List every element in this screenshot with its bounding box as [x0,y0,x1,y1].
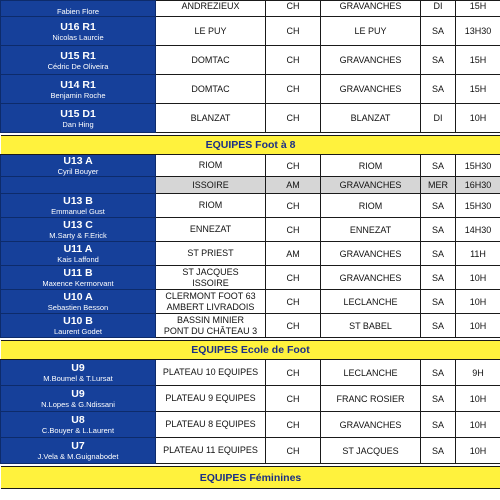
competition-type: CH [266,360,321,386]
opponent-name: DOMTAC [191,54,230,65]
competition-type: CH [266,194,321,218]
match-row [1,155,500,177]
kickoff-time: 10H [456,412,500,438]
kickoff-time: 10H [456,438,500,464]
team-name: U16 R1 [60,20,96,33]
section-title: EQUIPES Foot à 8 [1,136,500,155]
match-day: SA [421,314,456,338]
opponent-name: BLANZAT [190,112,231,123]
kickoff-time: 9H [456,360,500,386]
match-row [1,438,500,464]
opponent-name-second: ISSOIRE [192,277,229,288]
match-row [1,360,500,386]
kickoff-time: 10H [456,266,500,290]
match-row [1,218,500,242]
competition-type: CH [266,1,321,17]
opponent-cell [156,386,266,412]
team-cell [1,314,156,338]
team-name: U13 B [63,195,93,207]
match-row [1,194,500,218]
venue-name: GRAVANCHES [321,177,421,194]
team-cell [1,177,156,194]
section-title: EQUIPES Ecole de Foot [1,341,500,360]
coach-name: Cyril Bouyer [57,167,99,176]
venue-name: ST BABEL [321,314,421,338]
opponent-name: ENNEZAT [189,224,232,234]
opponent-name: CLERMONT FOOT 63 [165,290,256,301]
opponent-cell [156,46,266,75]
competition-type: CH [266,17,321,46]
venue-name: LE PUY [321,17,421,46]
coach-name: Dan Hing [62,119,94,129]
venue-name: GRAVANCHES [321,1,421,17]
competition-type: CH [266,155,321,177]
team-name: U11 B [63,267,93,279]
venue-name: LECLANCHE [321,290,421,314]
opponent-name: LE PUY [194,25,227,36]
venue-name: GRAVANCHES [321,412,421,438]
opponent-name: BASSIN MINIER [176,314,244,325]
venue-name: LECLANCHE [321,360,421,386]
venue-name: GRAVANCHES [321,266,421,290]
match-row [1,75,500,104]
coach-name: Kais Laffond [57,255,99,264]
kickoff-time: 10H [456,290,500,314]
coach-name: C.Bouyer & L.Laurent [41,426,115,435]
coach-name: Laurent Godet [54,327,102,336]
opponent-cell [156,242,266,266]
venue-name: GRAVANCHES [321,75,421,104]
team-cell [1,1,156,17]
coach-name: Nicolas Laurcie [52,32,104,42]
venue-name: GRAVANCHES [321,46,421,75]
opponent-cell [156,177,266,194]
team-cell [1,194,156,218]
match-row [1,386,500,412]
venue-name: BLANZAT [321,104,421,133]
team-cell [1,218,156,242]
opponent-name: ANDREZIEUX [181,1,240,11]
coach-name: Sebastien Besson [47,303,109,312]
opponent-cell [156,266,266,290]
opponent-cell [156,438,266,464]
opponent-name-second: AMBERT LIVRADOIS [166,301,255,312]
opponent-name: PLATEAU 11 EQUIPES [163,445,258,455]
opponent-name: ST PRIEST [187,248,234,258]
venue-name: RIOM [321,194,421,218]
kickoff-time: 15H [456,75,500,104]
match-day: SA [421,194,456,218]
coach-name: N.Lopes & G.Ndissani [41,400,115,409]
coach-name: Benjamin Roche [50,90,106,100]
venue-name: RIOM [321,155,421,177]
opponent-cell [156,218,266,242]
competition-type: CH [266,266,321,290]
kickoff-time: 10H [456,386,500,412]
opponent-name: ST JACQUES [182,266,239,277]
match-day: SA [421,242,456,266]
team-cell [1,46,156,75]
team-name: U13 C [63,219,93,231]
kickoff-time: 11H [456,242,500,266]
team-name: U10 A [63,291,93,303]
match-day: DI [421,1,456,17]
coach-name: Cédric De Oliveira [47,61,109,71]
match-row [1,177,500,194]
venue-name: FRANC ROSIER [321,386,421,412]
team-cell [1,75,156,104]
section-foot-a-8 [1,136,500,155]
match-row [1,17,500,46]
match-row [1,1,500,17]
team-cell [1,290,156,314]
kickoff-time: 13H30 [456,17,500,46]
competition-type: CH [266,104,321,133]
team-cell [1,104,156,133]
team-name: U11 A [63,243,93,255]
competition-type: CH [266,75,321,104]
match-day: SA [421,17,456,46]
kickoff-time: 15H30 [456,194,500,218]
competition-type: CH [266,290,321,314]
team-cell [1,266,156,290]
opponent-name: RIOM [198,160,223,170]
match-day: DI [421,104,456,133]
kickoff-time: 10H [456,314,500,338]
opponent-cell [156,1,266,17]
kickoff-time: 15H [456,46,500,75]
competition-type: CH [266,314,321,338]
team-cell [1,412,156,438]
match-row [1,314,500,338]
competition-type: CH [266,218,321,242]
competition-type: CH [266,412,321,438]
opponent-cell [156,75,266,104]
team-name: U7 [71,440,85,452]
opponent-name: DOMTAC [191,83,230,94]
opponent-name: RIOM [198,200,223,210]
match-day: SA [421,290,456,314]
match-day: MER [421,177,456,194]
team-name: U15 D1 [60,107,96,120]
team-cell [1,438,156,464]
section-title: EQUIPES Féminines [1,467,500,489]
opponent-cell [156,360,266,386]
competition-type: AM [266,177,321,194]
kickoff-time: 16H30 [456,177,500,194]
team-name: U9 [71,388,85,400]
opponent-cell [156,314,266,338]
match-day: SA [421,266,456,290]
opponent-name: PLATEAU 9 EQUIPES [165,393,256,403]
match-day: SA [421,218,456,242]
team-cell [1,242,156,266]
team-cell [1,17,156,46]
section-feminines [1,467,500,489]
match-day: SA [421,75,456,104]
competition-type: CH [266,386,321,412]
coach-name: Emmanuel Gust [51,207,105,216]
kickoff-time: 15H [456,1,500,17]
opponent-name: PLATEAU 8 EQUIPES [165,419,256,429]
venue-name: ST JACQUES [321,438,421,464]
kickoff-time: 15H30 [456,155,500,177]
competition-type: AM [266,242,321,266]
opponent-cell [156,290,266,314]
match-row [1,412,500,438]
opponent-name-second: PONT DU CHÂTEAU 3 [163,325,258,336]
team-name: U13 A [63,155,93,167]
venue-name: ENNEZAT [321,218,421,242]
schedule-body [1,1,500,489]
opponent-cell [156,17,266,46]
match-day: SA [421,386,456,412]
team-name: U14 R1 [60,78,96,91]
coach-name: Fabien Flore [56,7,100,16]
coach-name: Maxence Kermorvant [42,279,114,288]
kickoff-time: 10H [456,104,500,133]
team-name: U15 R1 [60,49,96,62]
coach-name: M.Sarty & F.Erick [49,231,107,240]
opponent-cell [156,412,266,438]
team-name: U8 [71,414,85,426]
match-row [1,46,500,75]
team-cell [1,155,156,177]
match-day: SA [421,412,456,438]
match-row [1,104,500,133]
match-day: SA [421,155,456,177]
team-name: U9 [71,362,85,374]
match-row [1,290,500,314]
coach-name: M.Boumel & T.Lursat [43,374,113,383]
team-cell [1,386,156,412]
team-name: U10 B [63,315,93,327]
match-day: SA [421,438,456,464]
opponent-cell [156,104,266,133]
opponent-cell [156,194,266,218]
match-day: SA [421,46,456,75]
coach-name: J.Vela & M.Guignabodet [37,452,119,461]
opponent-cell [156,155,266,177]
match-row [1,266,500,290]
venue-name: GRAVANCHES [321,242,421,266]
kickoff-time: 14H30 [456,218,500,242]
match-day: SA [421,360,456,386]
competition-type: CH [266,46,321,75]
team-cell [1,360,156,386]
competition-type: CH [266,438,321,464]
section-ecole-de-foot [1,341,500,360]
opponent-name: ISSOIRE [192,179,229,190]
match-row [1,242,500,266]
opponent-name: PLATEAU 10 EQUIPES [162,367,259,377]
